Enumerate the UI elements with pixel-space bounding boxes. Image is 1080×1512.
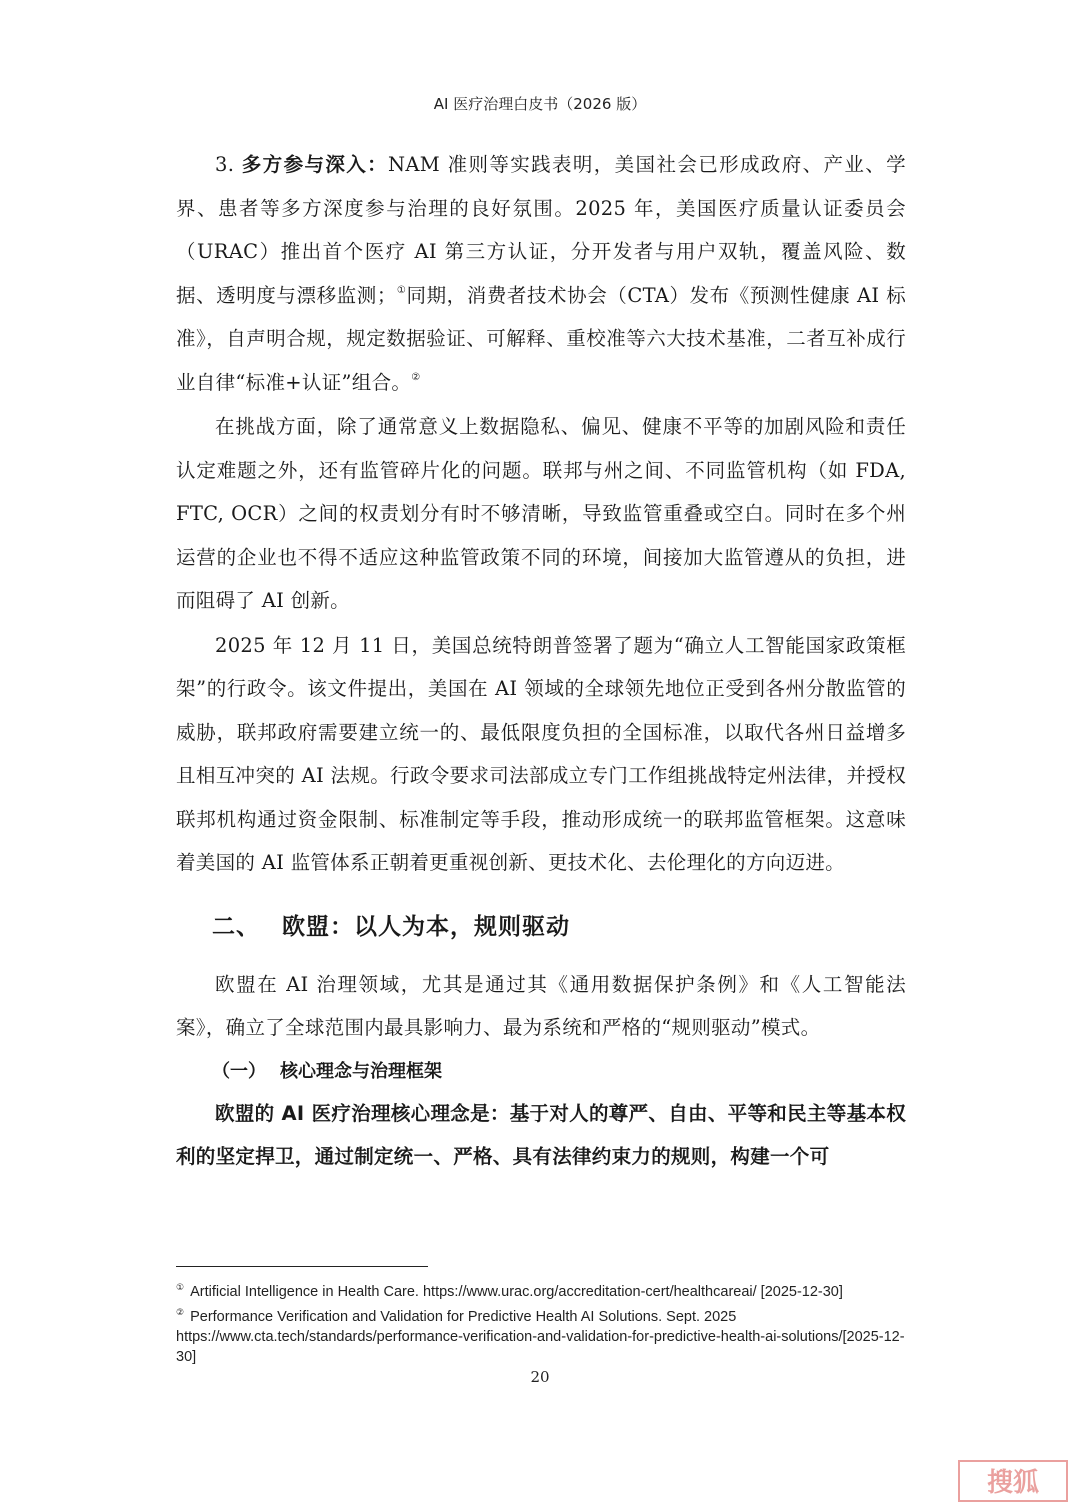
sohu-watermark-logo	[958, 1460, 1068, 1502]
paragraph-text: NAM 准则等实践表明，美国社会已形成政府、产业、学界、患者等多方深度参与治理的良好氛围。2025 年，美国医疗质量认证委员会（URAC）推出首个医疗 AI 第三方认证，分开发者与用户双轨，覆盖风险、数据、透明度与漂移监测；	[176, 153, 906, 307]
paragraph-text: 同期，消费者技术协会（CTA）发布《预测性健康 AI 标准》，自声明合规，规定数据验证、可解释、重校准等六大技术基准，二者互补成行业自律“标准+认证”组合。	[176, 283, 907, 394]
section-title: 欧盟：以人为本，规则驱动	[282, 913, 570, 940]
footnote-mark: ①	[176, 1282, 185, 1292]
bold-lead: 多方参与深入：	[241, 153, 388, 176]
main-content	[176, 143, 906, 1180]
footnote-2	[176, 1302, 906, 1327]
subsection-number: （一）	[212, 1060, 266, 1082]
footnote-divider	[176, 1266, 428, 1267]
footnote-2-url[interactable]: https://www.cta.tech/standards/performance-verification-and-validation-for-predictive-health-ai-solutions/[2025-12-30]	[176, 1329, 905, 1365]
paragraph-eu-intro: 欧盟在 AI 治理领域，尤其是通过其《通用数据保护条例》和《人工智能法案》，确立了全球范围内最具影响力、最为系统和严格的“规则驱动”模式。	[176, 972, 906, 1039]
footnote-ref-1[interactable]: ①	[396, 284, 407, 296]
svg-text:搜狐: 搜狐	[986, 1468, 1040, 1498]
paragraph-eu-core-concept: 欧盟的 AI 医疗治理核心理念是：基于对人的尊严、自由、平等和民主等基本权利的坚定捍卫，通过制定统一、严格、具有法律约束力的规则，构建一个可	[176, 1101, 906, 1168]
footnote-ref-2[interactable]: ②	[411, 371, 421, 383]
paragraph-multi-party	[176, 143, 906, 404]
footnote-text[interactable]: Artificial Intelligence in Health Care. https://www.urac.org/accreditation-cert/healthcareai/ [2025-12-30]	[190, 1284, 843, 1300]
paragraph-executive-order: 2025 年 12 月 11 日，美国总统特朗普签署了题为“确立人工智能国家政策框架”的行政令。该文件提出，美国在 AI 领域的全球领先地位正受到各州分散监管的威胁，联邦政府需要建立统一的、最低限度负担的全国标准，以取代各州日益增多且相互冲突的 AI 法规。行政令要求司法部成立专门工作组挑战特定州法律，并授权联邦机构通过资金限制、标准制定等手段，推动形成统一的联邦监管框架。这意味着美国的 AI 监管体系正朝着更重视创新、更技术化、去伦理化的方向迈进。	[176, 633, 906, 874]
footnote-1	[176, 1277, 906, 1302]
section-heading	[212, 907, 906, 947]
section-number: 二、	[212, 913, 260, 940]
footnotes	[176, 1277, 906, 1367]
page-number: 20	[530, 1368, 550, 1386]
running-header: AI 医疗治理白皮书（2026 版）	[433, 95, 647, 113]
paragraph-challenges: 在挑战方面，除了通常意义上数据隐私、偏见、健康不平等的加剧风险和责任认定难题之外，还有监管碎片化的问题。联邦与州之间、不同监管机构（如 FDA, FTC, OCR）之间的权责划分有时不够清晰，导致监管重叠或空白。同时在多个州运营的企业也不得不适应这种监管政策不同的环境，间接加大监管遵从的负担，进而阻碍了 AI 创新。	[176, 415, 906, 612]
subsection-heading	[212, 1052, 906, 1092]
list-number: 3.	[215, 153, 242, 176]
footnote-mark: ②	[176, 1307, 185, 1317]
subsection-title: 核心理念与治理框架	[280, 1060, 442, 1082]
footnote-text: Performance Verification and Validation for Predictive Health AI Solutions. Sept. 2025	[190, 1309, 737, 1325]
